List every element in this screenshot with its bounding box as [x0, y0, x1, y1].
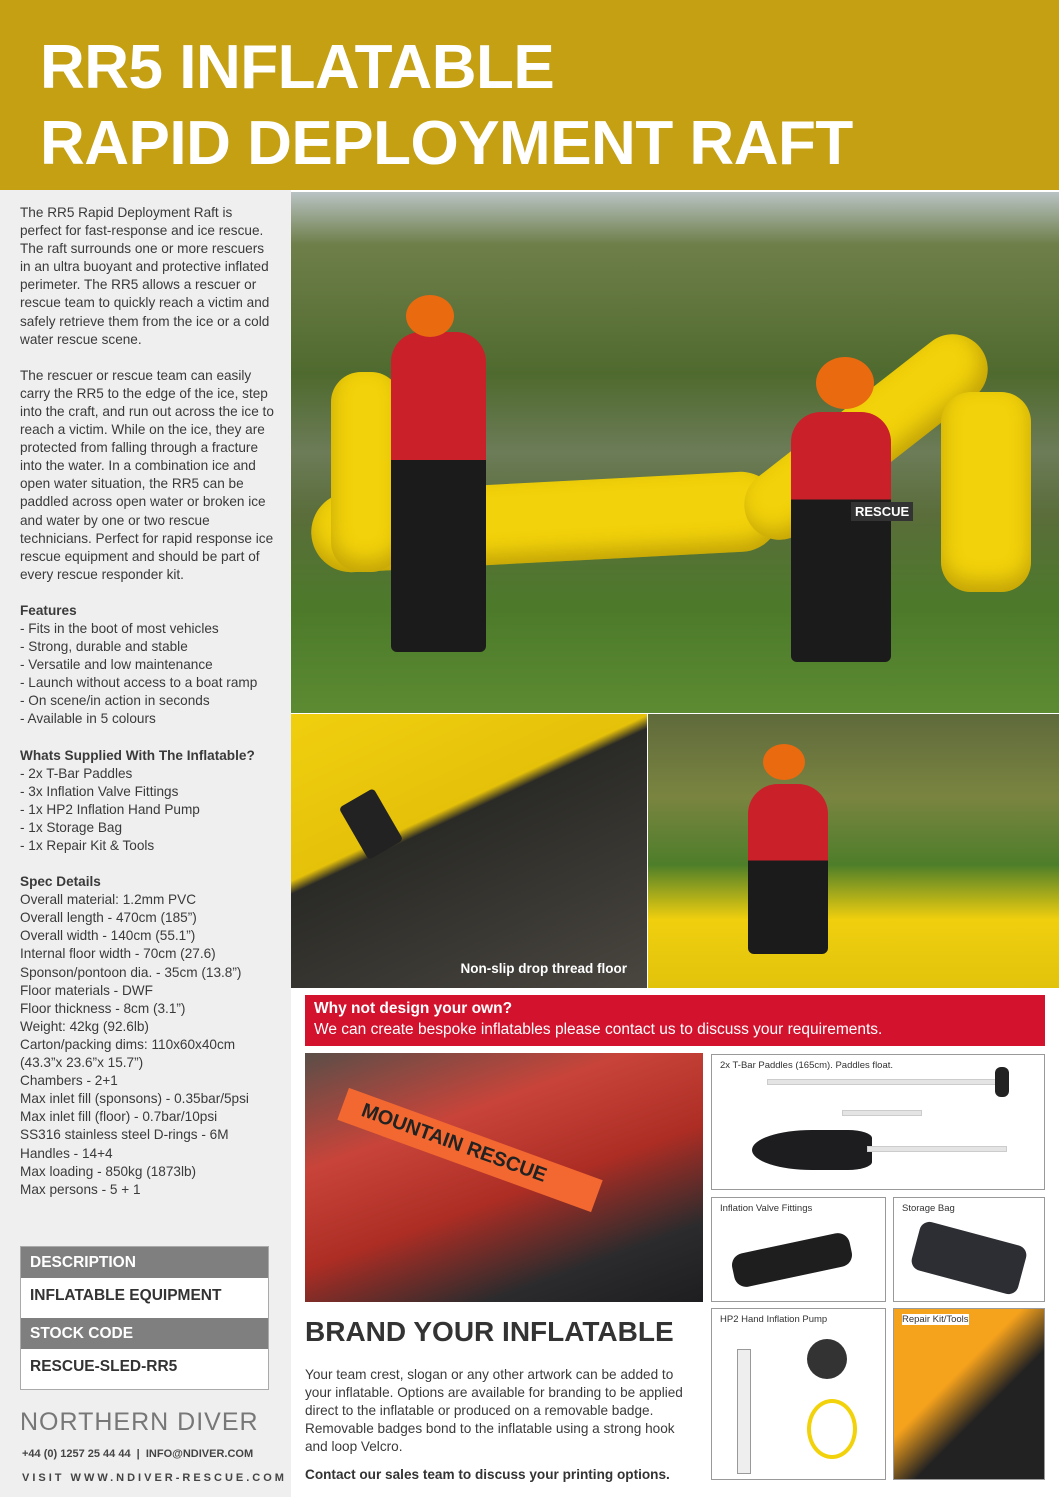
accessory-label: Repair Kit/Tools — [902, 1314, 969, 1325]
spec-item: Max persons - 5 + 1 — [20, 1181, 141, 1197]
accessory-hand-pump — [711, 1308, 886, 1480]
accessory-label: 2x T-Bar Paddles (165cm). Paddles float. — [720, 1060, 894, 1071]
design-your-own-banner — [305, 995, 1045, 1046]
spec-item: Overall width - 140cm (55.1”) — [20, 928, 196, 944]
accessory-label: HP2 Hand Inflation Pump — [720, 1314, 828, 1325]
spec-item: Handles - 14+4 — [20, 1145, 113, 1161]
accessory-valve-fittings — [711, 1197, 886, 1302]
spec-item: Overall material: 1.2mm PVC — [20, 892, 197, 908]
spec-item: Sponson/pontoon dia. - 35cm (13.8”) — [20, 964, 242, 980]
description-label: DESCRIPTION — [21, 1247, 268, 1278]
intro-paragraph: The RR5 Rapid Deployment Raft is perfect for fast-response and ice rescue. The raft surrounds one or more rescuers in an ultra buoyant and protective inflated perimeter. The RR5 allows a rescuer or rescue team to quickly reach a victim and safely retrieve them from the ice or a cold water rescue scene. — [20, 205, 270, 347]
stock-code-value: RESCUE-SLED-RR5 — [21, 1349, 268, 1389]
floor-caption: Non-slip drop thread floor — [460, 961, 627, 976]
spec-item: Carton/packing dims: 110x60x40cm — [20, 1036, 236, 1052]
main-raft-photo — [291, 192, 1059, 713]
spec-item: (43.3”x 23.6”x 15.7”) — [20, 1055, 144, 1071]
accessory-repair-kit — [893, 1308, 1045, 1480]
spec-item: Max loading - 850kg (1873lb) — [20, 1163, 197, 1179]
page-header — [0, 0, 1059, 190]
list-item: - 2x T-Bar Paddles — [20, 765, 133, 781]
rescuer-in-raft-photo — [648, 714, 1059, 988]
spec-item: Chambers - 2+1 — [20, 1073, 118, 1089]
list-item: - 3x Inflation Valve Fittings — [20, 783, 179, 799]
list-item: - Launch without access to a boat ramp — [20, 675, 258, 691]
mountain-rescue-badge: MOUNTAIN RESCUE — [337, 1088, 602, 1212]
intro-paragraph: The rescuer or rescue team can easily carry the RR5 to the edge of the ice, step into the craft, and run out across the ice to reach a victim. While on the ice, they are protected from falling through a fracture into the water. In a combination ice and open water situation, the RR5 can be paddled across open water or broken ice and water by one or two rescue technicians. Perfect for rapid response ice rescue equipment and should be part of every rescue responder kit. — [20, 367, 274, 582]
supplied-list — [20, 765, 275, 855]
accessory-paddles — [711, 1054, 1045, 1190]
brand-contact: Contact our sales team to discuss your printing options. — [305, 1467, 670, 1482]
list-item: - Fits in the boot of most vehicles — [20, 620, 219, 636]
website-link[interactable]: VISIT WWW.NDIVER-RESCUE.COM — [22, 1472, 287, 1484]
spec-item: Floor materials - DWF — [20, 982, 153, 998]
contact-info: +44 (0) 1257 25 44 44 | INFO@NDIVER.COM — [22, 1448, 254, 1460]
page-title: RR5 INFLATABLE RAPID DEPLOYMENT RAFT — [40, 33, 853, 178]
sidebar — [0, 190, 291, 1497]
accessory-label: Inflation Valve Fittings — [720, 1203, 813, 1214]
specs-list — [20, 891, 275, 1199]
list-item: - 1x HP2 Inflation Hand Pump — [20, 801, 200, 817]
list-item: - 1x Repair Kit & Tools — [20, 838, 155, 853]
supplied-heading: Whats Supplied With The Inflatable? — [20, 747, 255, 763]
stock-code-label: STOCK CODE — [21, 1318, 268, 1349]
rescue-vest-label: RESCUE — [851, 502, 913, 521]
spec-item: Weight: 42kg (92.6lb) — [20, 1018, 149, 1034]
floor-detail-photo — [291, 714, 647, 988]
brand-text: Your team crest, slogan or any other artwork can be added to your inflatable. Options are available for branding to be applied direct to the inflatable or produced on a removable badge. Removable badges bond to the inflatable using a strong hook and loop Velcro. — [305, 1367, 683, 1455]
spec-item: SS316 stainless steel D-rings - 6M — [20, 1127, 229, 1143]
spec-item: Max inlet fill (floor) - 0.7bar/10psi — [20, 1109, 218, 1125]
spec-item: Max inlet fill (sponsons) - 0.35bar/5psi — [20, 1091, 249, 1107]
list-item: - Versatile and low maintenance — [20, 657, 213, 673]
accessory-label: Storage Bag — [902, 1203, 955, 1214]
features-list — [20, 620, 275, 729]
list-item: - Strong, durable and stable — [20, 639, 188, 655]
spec-item: Floor thickness - 8cm (3.1”) — [20, 1000, 186, 1016]
banner-text: We can create bespoke inflatables please contact us to discuss your requirements. — [314, 1021, 883, 1038]
northern-diver-logo: NORTHERN DIVER — [20, 1408, 259, 1436]
branding-photo — [305, 1053, 703, 1302]
list-item: - On scene/in action in seconds — [20, 693, 210, 709]
spec-item: Internal floor width - 70cm (27.6) — [20, 946, 216, 962]
description-value: INFLATABLE EQUIPMENT — [21, 1278, 268, 1318]
specs-heading: Spec Details — [20, 874, 101, 890]
banner-title: Why not design your own? — [314, 1000, 513, 1017]
brand-heading: BRAND YOUR INFLATABLE — [305, 1316, 674, 1347]
info-table — [20, 1246, 269, 1390]
spec-item: Overall length - 470cm (185”) — [20, 910, 197, 926]
list-item: - 1x Storage Bag — [20, 819, 123, 835]
accessory-storage-bag — [893, 1197, 1045, 1302]
list-item: - Available in 5 colours — [20, 711, 156, 727]
features-heading: Features — [20, 602, 77, 618]
